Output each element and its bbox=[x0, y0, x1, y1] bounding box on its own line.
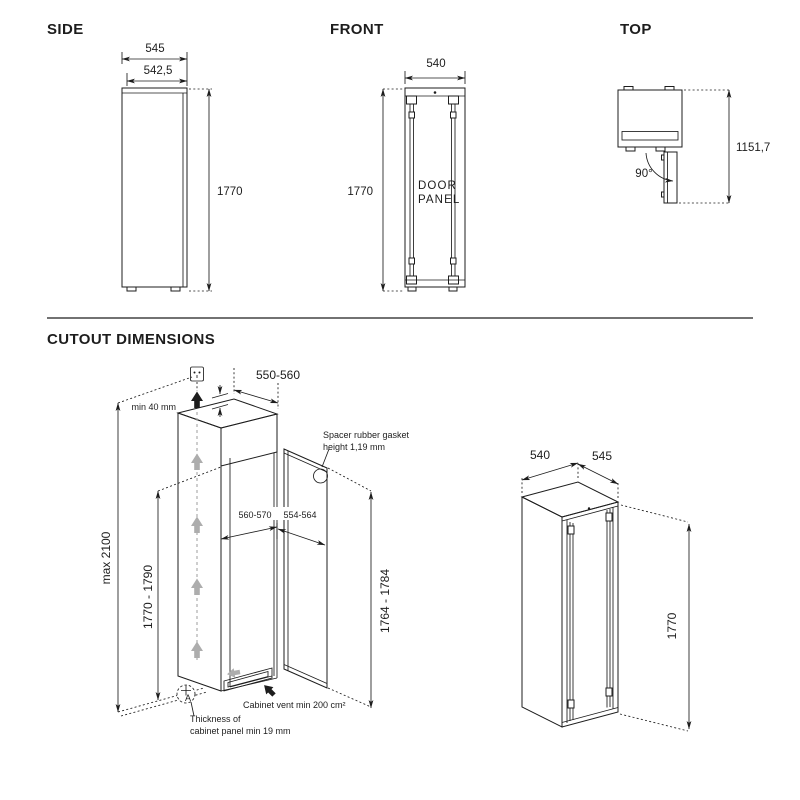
airflow-arrow-icon bbox=[191, 579, 203, 596]
unit-dim-depth: 545 bbox=[591, 449, 613, 463]
panel-thickness-note-line1: Thickness of bbox=[190, 714, 241, 724]
top-view-drawing bbox=[618, 21, 770, 203]
niche-dim-depth: 550-560 bbox=[255, 368, 301, 382]
front-foot bbox=[449, 287, 457, 291]
niche-dim-door-height: 1764 - 1784 bbox=[378, 568, 392, 634]
front-door-label-line1: DOOR bbox=[418, 180, 457, 192]
airflow-arrow-icon bbox=[191, 642, 203, 659]
power-outlet-icon bbox=[191, 367, 204, 381]
unit-isometric-drawing bbox=[522, 448, 689, 731]
niche-dim-door-width: 554-564 bbox=[283, 510, 317, 520]
cutout-section-title: CUTOUT DIMENSIONS bbox=[47, 331, 216, 348]
side-view-title: SIDE bbox=[47, 21, 84, 38]
vent-note: Cabinet vent min 200 cm² bbox=[243, 700, 346, 710]
side-view-drawing bbox=[47, 21, 243, 291]
niche-dim-max-height: max 2100 bbox=[99, 531, 113, 585]
side-dim-height: 1770 bbox=[217, 186, 243, 198]
vent-arrow-icon bbox=[260, 681, 277, 698]
side-foot bbox=[127, 287, 136, 291]
top-closed-door bbox=[622, 132, 678, 141]
side-dim-depth: 545 bbox=[145, 43, 165, 55]
front-dim-height: 1770 bbox=[347, 186, 373, 198]
detail-marker-a bbox=[177, 685, 195, 703]
spacer-gasket-note-line2: height 1,19 mm bbox=[323, 442, 386, 452]
niche-dim-inner-width: 560-570 bbox=[238, 510, 272, 520]
airflow-arrow-icon bbox=[191, 454, 203, 471]
spacer-gasket-marker bbox=[314, 469, 328, 483]
front-view-title: FRONT bbox=[330, 21, 384, 38]
unit-side-panel bbox=[522, 497, 562, 727]
niche-soffit bbox=[221, 414, 277, 466]
top-cabinet-body bbox=[618, 90, 682, 147]
unit-dim-height: 1770 bbox=[665, 612, 679, 640]
unit-dim-width: 540 bbox=[529, 448, 551, 462]
niche-cutout-drawing bbox=[99, 367, 410, 736]
top-view-title: TOP bbox=[620, 21, 652, 38]
top-angle-label: 90° bbox=[635, 168, 653, 180]
front-dim-width: 540 bbox=[426, 58, 446, 70]
spacer-gasket-note-line1: Spacer rubber gasket bbox=[323, 430, 410, 440]
front-door-label-line2: PANEL bbox=[418, 194, 461, 206]
niche-top-face bbox=[178, 399, 277, 428]
niche-dim-height: 1770 - 1790 bbox=[141, 564, 155, 630]
detail-marker-label: A bbox=[184, 693, 192, 703]
airflow-arrow-icon bbox=[191, 517, 203, 534]
side-cabinet-body bbox=[122, 88, 187, 287]
side-dim-depth-inner: 542,5 bbox=[143, 65, 173, 77]
top-dim-open-depth: 1151,7 bbox=[736, 142, 771, 154]
top-open-door bbox=[664, 152, 677, 203]
unit-door-rails bbox=[570, 509, 610, 721]
side-foot bbox=[171, 287, 180, 291]
niche-dim-top-clearance: min 40 mm bbox=[131, 402, 176, 412]
front-foot bbox=[408, 287, 416, 291]
unit-top-face bbox=[522, 482, 618, 517]
niche-door-panel bbox=[284, 449, 327, 688]
panel-thickness-note-line2: cabinet panel min 19 mm bbox=[190, 726, 291, 736]
air-outlet-arrow-icon bbox=[191, 392, 203, 409]
front-view-drawing bbox=[330, 21, 465, 291]
